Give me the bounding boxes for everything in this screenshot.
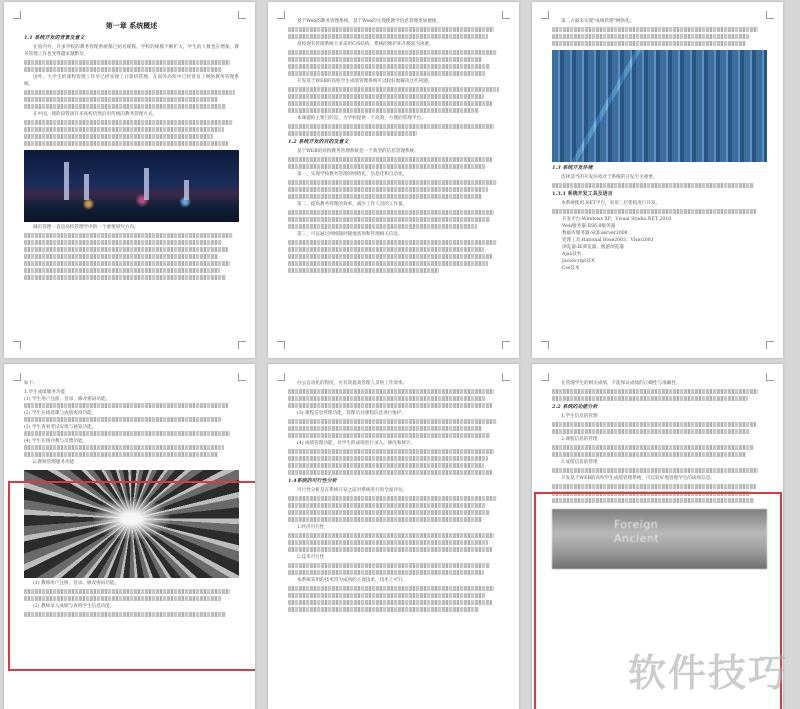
list-item: 处理工具:Rational Rose2003、Visio2003 <box>562 238 654 243</box>
photo-text: Ancient <box>614 532 660 545</box>
paragraph: (2) 教师录入成绩与查询学生信息功能。 <box>33 604 115 609</box>
paragraph: 开发基于WEB的高校学生成绩管理系统可以较好地解决这些问题。 <box>297 79 433 84</box>
paragraph: 可行性分析是在系统开发之前对系统进行的全面评估。 <box>297 488 408 493</box>
paragraph: 3.成绩信息的管理 <box>561 460 598 465</box>
watermark: 软件技巧 <box>627 651 788 695</box>
section-heading: 1.3 系统开发环境 <box>552 165 593 171</box>
city-night-photo <box>24 150 239 222</box>
list-item: JavaScript技术 <box>562 259 596 264</box>
paragraph: 2.技术可行性 <box>297 555 325 560</box>
document-page-1 <box>4 2 255 358</box>
photo-text: Foreign <box>614 518 659 531</box>
paragraph: 高校现有管理系统大多采用C/S结构，系统的维护和升级较为困难。 <box>297 42 434 47</box>
list-item: (2) 学生在线选课与成绩查询功能。 <box>24 411 97 416</box>
paragraph: 基于Web的教务管理系统，基于Web的实现使教学信息管理更加便捷。 <box>297 19 442 24</box>
page-corner-mark <box>502 11 510 19</box>
paragraph: (3) 课程信息管理功能，管理员对课程信息进行维护。 <box>297 411 407 416</box>
page-corner-mark <box>766 11 774 19</box>
paragraph: 本系统使用.NET平台，采用三层架构进行开发。 <box>561 201 661 206</box>
paragraph: 基于WEB的高校教务管理系统是一个典型的信息管理系统。 <box>297 149 419 154</box>
page-corner-mark <box>277 341 285 349</box>
page-corner-mark <box>766 373 774 381</box>
list-item: 浏览器:IE浏览器、傲游浏览器 <box>562 245 624 250</box>
paragraph: 第二方面来实现"成绩管理"网络化。 <box>561 19 635 24</box>
paragraph: (4) 成绩管理功能，对学生的成绩进行录入、修改和统计。 <box>297 441 416 446</box>
page-corner-mark <box>541 341 549 349</box>
paragraph: 本课题的主要目的是，为学校提供一个高效、方便的管理平台。 <box>297 116 426 121</box>
paragraph: 1.经济可行性 <box>297 525 325 530</box>
page-corner-mark <box>502 373 510 381</box>
document-page-3 <box>532 2 783 358</box>
page-corner-mark <box>13 341 21 349</box>
chapter-title: 第一章 系统概述 <box>105 21 158 30</box>
list-item: (3) 学生查看考试安排与通知功能。 <box>24 425 97 430</box>
paragraph: 在国内外，许多学校的教务管理系统都已初具规模。学校的规模不断扩大，学生的人数也在增加，教务管理工作也变得越来越繁杂。 <box>24 45 239 57</box>
list-item: Ajax技术 <box>562 252 582 257</box>
paragraph: 第二，提高教务管理的效率，减少工作人员的工作量。 <box>297 202 408 207</box>
page-corner-mark <box>277 11 285 19</box>
section-heading: 2.2 系统的功能分析 <box>552 404 598 410</box>
paragraph: 1.学生信息的管理 <box>561 414 598 419</box>
section-heading: 1.1 系统开发的背景及意义 <box>24 35 85 41</box>
paragraph: (1) 教师用户注册、登录、修改密码功能。 <box>33 581 120 586</box>
page-corner-mark <box>502 341 510 349</box>
list-item: Web服务器:IIS6.0服务器 <box>562 224 616 229</box>
paragraph: 城市管理一直是高校管理学中的一个重要研究方向。 <box>33 225 139 230</box>
document-page-5 <box>268 364 519 709</box>
section-heading: 1.4系统的可行性分析 <box>288 478 337 484</box>
paragraph: 在中国，现阶段我国许多高校仍然沿用传统的教务管理方式。 <box>33 112 158 117</box>
document-page-4 <box>4 364 255 709</box>
page-corner-mark <box>13 373 21 381</box>
paragraph: 办公自动化的程度，可有效提高管理人员的工作效率。 <box>297 381 408 386</box>
page-corner-mark <box>238 341 246 349</box>
highlight-box <box>8 481 255 671</box>
subsection-heading: 1.3.1 系统开发工具及语言 <box>552 191 613 197</box>
paragraph: 第三，可以通过网络随时随地查询和管理相关信息。 <box>297 232 403 237</box>
page-corner-mark <box>238 11 246 19</box>
list-item: Css技术 <box>562 266 580 271</box>
paragraph: 本系统采用的技术均为成熟的主流技术，技术上可行。 <box>297 578 408 583</box>
page-corner-mark <box>13 11 21 19</box>
list-item: 开发平台:Windows XP、Visual Studio.NET 2010 <box>562 217 672 222</box>
page-corner-mark <box>541 11 549 19</box>
page-corner-mark <box>277 373 285 381</box>
paragraph: 选择适当的开发环境对于系统的开发至关重要。 <box>561 175 658 180</box>
glass-building-photo <box>552 50 767 162</box>
paragraph: 国外，大学生的课程管理工作早已经实现了计算机管理，在国外高校中已经普及了网络教务管理系统。 <box>24 75 239 87</box>
section-heading: 1.2 系统开发的目的及意义 <box>288 139 349 145</box>
list-item: 1.学生成绩服务功能 <box>24 390 66 395</box>
page-corner-mark <box>766 341 774 349</box>
document-page-2 <box>268 2 519 358</box>
page-corner-mark <box>238 373 246 381</box>
page-corner-mark <box>541 373 549 381</box>
paragraph: 2.教师管理服务功能 <box>33 460 75 465</box>
paragraph: 在管理学生的相关成绩，不能保证成绩的正确性与准确性。 <box>561 381 681 386</box>
paragraph: 开发基于WEB的高校学生成绩管理系统，可以较好地管理学生的成绩信息。 <box>561 476 715 481</box>
paragraph: 如下: <box>24 381 35 386</box>
paragraph: 第一，实现学校教务管理的网络化、信息化和自动化。 <box>297 172 408 177</box>
environment-list <box>552 216 767 272</box>
list-item: (4) 学生在线评教与反馈功能。 <box>24 439 88 444</box>
list-item: (1) 学生用户注册、登录、修改密码功能。 <box>24 397 111 402</box>
paragraph: 2.课程信息的管理 <box>561 437 598 442</box>
list-item: 数据库服务器:SQLserver2008 <box>562 231 628 236</box>
